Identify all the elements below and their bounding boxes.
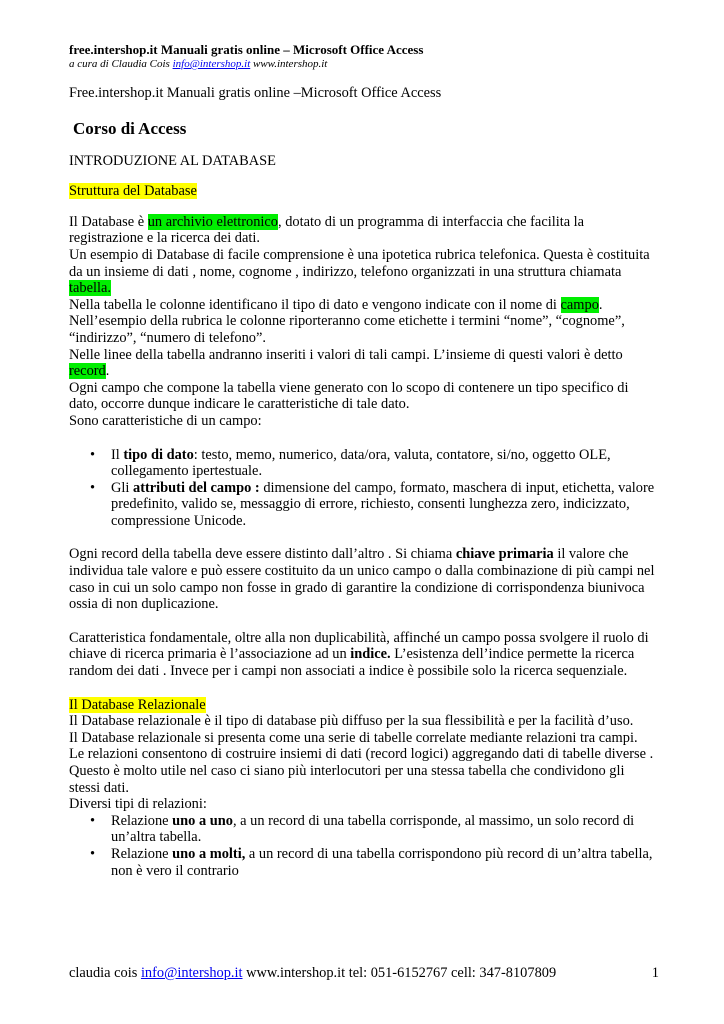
section-heading-relational: Il Database Relazionale — [69, 696, 206, 713]
page-number: 1 — [651, 965, 659, 981]
paragraph: Questo è molto utile nel caso ci siano più interlocutori per una stessa tabella che condividono gli stessi dati. — [69, 763, 625, 796]
highlight-term: un archivio elettronico — [147, 213, 278, 230]
paragraph: Le relazioni consentono di costruire insiemi di dati (record logici) aggregando dati di tabelle diverse . — [69, 746, 654, 763]
field-features-list — [69, 447, 659, 530]
highlight-term: record — [69, 363, 106, 380]
section-heading-structure: Struttura del Database — [69, 183, 197, 200]
highlight-term: tabella. — [69, 280, 111, 297]
relation-types-list — [69, 813, 659, 879]
paragraph: Sono caratteristiche di un campo: — [69, 412, 262, 429]
list-item: • Il tipo di dato: testo, memo, numerico, data/ora, valuta, contatore, si/no, oggetto OLE, collegamento ipertestuale. — [69, 447, 659, 480]
course-title: Corso di Access — [73, 118, 187, 138]
paragraph: Il Database è un archivio elettronico, dotato di un programma di interfaccia che facilita la registrazione e la ricerca dei dati. — [69, 213, 585, 247]
paragraph: Nelle linee della tabella andranno inseriti i valori di tali campi. L’insieme di questi valori è detto record. — [69, 346, 623, 380]
header-subline — [69, 58, 659, 71]
footer-email-link[interactable]: info@intershop.it — [140, 965, 243, 981]
page-footer — [69, 965, 659, 982]
paragraph: Nell’esempio della rubrica le colonne riporteranno come etichette i termini “nome”, “cognome”, “indirizzo”, “numero di telefono”. — [69, 313, 625, 346]
paragraph: Ogni campo che compone la tabella viene generato con lo scopo di contenere un tipo specifico di dato, occorre dunque indicare le caratteristiche di tale dato. — [69, 379, 629, 413]
paragraph: Nella tabella le colonne identificano il tipo di dato e vengono indicate con il nome di campo. — [69, 296, 603, 313]
header-title: free.intershop.it Manuali gratis online – Microsoft Office Access — [69, 42, 424, 57]
list-item: • Relazione uno a uno, a un record di una tabella corrisponde, al massimo, un solo record di un’altra tabella. — [69, 813, 659, 846]
paragraph: Il Database relazionale è il tipo di database più diffuso per la sua flessibilità e per la facilità d’uso. — [69, 713, 634, 730]
paragraph: Diversi tipi di relazioni: — [69, 796, 207, 813]
document-subtitle: Free.intershop.it Manuali gratis online –Microsoft Office Access — [69, 85, 442, 101]
list-item: • Gli attributi del campo : dimensione del campo, formato, maschera di input, etichetta, valore predefinito, valido se, messaggio di errore, richiesto, consenti lunghezza zero, indicizzato, compressione Unicode. — [69, 480, 659, 530]
intro-heading: INTRODUZIONE AL DATABASE — [69, 152, 276, 169]
paragraph: Un esempio di Database di facile comprensione è una ipotetica rubrica telefonica. Questa è costituita da un insieme di dati , nome, cognome , indirizzo, telefono organizzati in una struttura chiamata tabella. — [69, 246, 650, 297]
header-site: www.intershop.it — [250, 58, 328, 70]
paragraph: Caratteristica fondamentale, oltre alla non duplicabilità, affinché un campo possa svolgere il ruolo di chiave di ricerca primaria è l’associazione ad un indice. L’esistenza dell’indice permette la ricerca random dei dati . Invece per i campi non associati a indice è possibile solo la ricerca sequenziale. — [69, 629, 649, 680]
footer-contacts: www.intershop.it tel: 051-6152767 cell: 347-8107809 — [242, 965, 557, 981]
header-author: a cura di Claudia Cois — [69, 58, 173, 70]
list-item: • Relazione uno a molti, a un record di una tabella corrispondono più record di un’altra tabella, non è vero il contrario — [69, 846, 659, 879]
footer-author: claudia cois — [69, 965, 141, 981]
highlight-term: campo — [560, 296, 599, 313]
paragraph: Il Database relazionale si presenta come una serie di tabelle correlate mediante relazioni tra campi. — [69, 729, 638, 746]
header-email-link[interactable]: info@intershop.it — [172, 58, 251, 70]
document-page — [69, 42, 659, 879]
paragraph: Ogni record della tabella deve essere distinto dall’altro . Si chiama chiave primaria il valore che individua tale valore e può essere costituito da un unico campo o dalla combinazione di più campi nel caso in cui un solo campo non fosse in grado di garantire la condizione di corrispondenza biunivoca ossia di non duplicazione. — [69, 546, 655, 613]
